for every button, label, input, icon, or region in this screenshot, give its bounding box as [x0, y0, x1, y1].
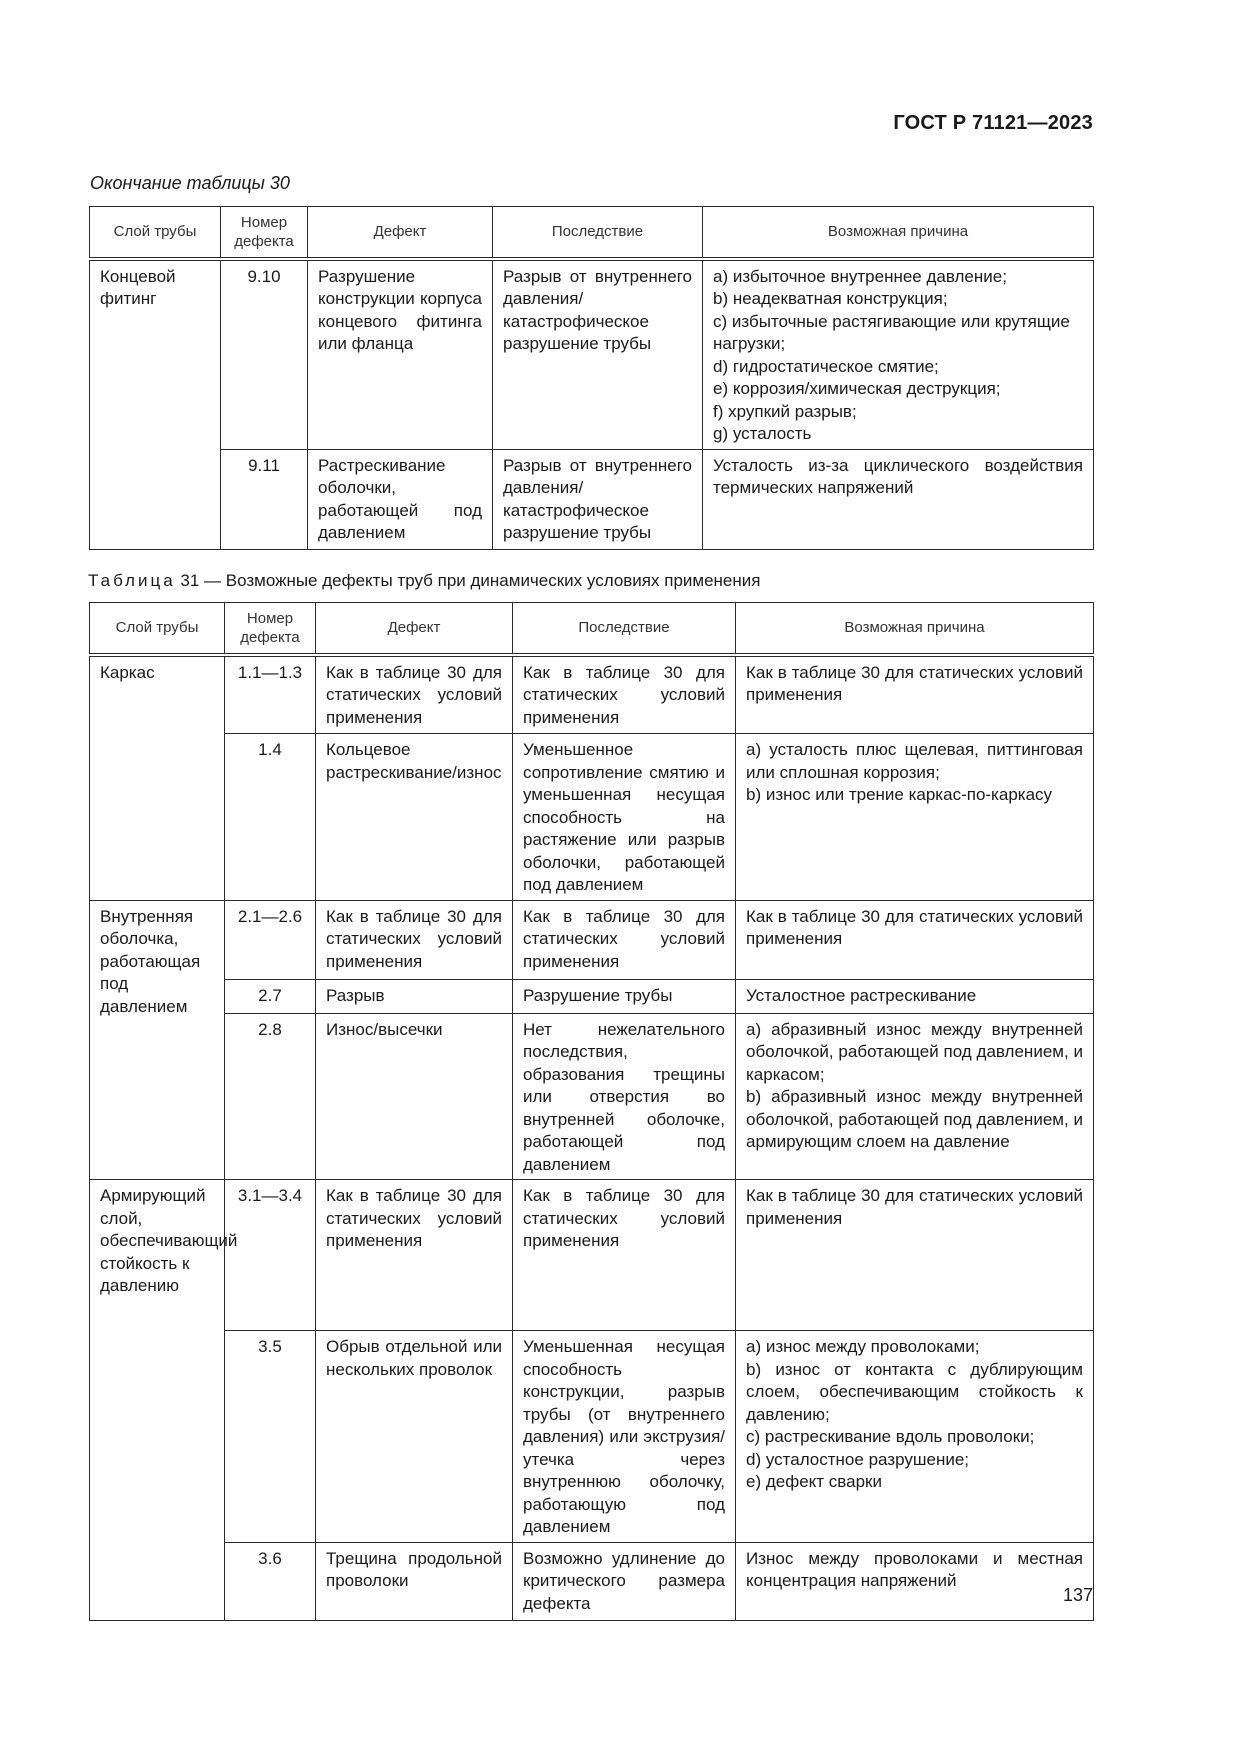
consequence-cell: Как в таблице 30 для статических условий применения	[513, 655, 736, 734]
cause-cell	[736, 734, 1094, 901]
col-header-cause: Возможная причина	[703, 207, 1094, 259]
defect-cell: Разрыв	[316, 979, 513, 1013]
cause-line: b) износ от контакта с дублирующим слоем, обеспечивающим стойкость к давлению;	[746, 1359, 1083, 1424]
table31-caption	[88, 571, 760, 591]
consequence-cell: Возможно удлинение до критического размера дефекта	[513, 1542, 736, 1620]
cause-line: d) гидростатическое смятие;	[713, 356, 939, 376]
table-row	[90, 1542, 1094, 1620]
cause-line: a) износ между проволоками;	[746, 1337, 980, 1356]
cause-line: e) дефект сварки	[746, 1472, 882, 1491]
cause-cell	[703, 449, 1094, 549]
cause-line: c) растрескивание вдоль проволоки;	[746, 1427, 1035, 1446]
table-row	[90, 449, 1094, 549]
table-row	[90, 1180, 1094, 1331]
table-row	[90, 655, 1094, 734]
defect-cell: Как в таблице 30 для статических условий применения	[316, 655, 513, 734]
cause-line: a) избыточное внутреннее давление;	[713, 266, 1007, 286]
consequence-cell: Разрыв от внутреннего давления/катастрофическое разрушение трубы	[493, 449, 703, 549]
cause-line: b) неадекватная конструкция;	[713, 289, 948, 308]
cause-cell	[736, 979, 1094, 1013]
consequence-cell: Как в таблице 30 для статических условий применения	[513, 1180, 736, 1331]
col-header-consequence: Последствие	[513, 603, 736, 655]
cause-cell	[703, 259, 1094, 450]
table-row	[90, 900, 1094, 979]
col-header-layer: Слой трубы	[90, 207, 221, 259]
cause-line: d) усталостное разрушение;	[746, 1449, 970, 1469]
defect-cell: Обрыв отдельной или нескольких проволок	[316, 1331, 513, 1543]
defect-number: 2.1—2.6	[225, 900, 316, 979]
cause-cell	[736, 1331, 1094, 1543]
table31-header-row	[90, 603, 1094, 655]
cause-cell	[736, 1013, 1094, 1180]
defect-cell: Кольцевое растрескивание/износ	[316, 734, 513, 901]
cause-line: Как в таблице 30 для статических условий применения	[746, 662, 1083, 704]
col-header-defect: Дефект	[316, 603, 513, 655]
col-header-layer: Слой трубы	[90, 603, 225, 655]
table-row	[90, 259, 1094, 450]
defect-cell: Растрескивание оболочки, работающей под давлением	[308, 449, 493, 549]
col-header-number: Номер дефекта	[225, 603, 316, 655]
col-header-defect: Дефект	[308, 207, 493, 259]
table31-caption-label: Таблица	[88, 571, 176, 590]
col-header-cause: Возможная причина	[736, 603, 1094, 655]
cause-line: b) абразивный износ между внутренней оболочкой, работающей под давлением, и армирующим слоем на давление	[746, 1087, 1083, 1151]
cause-line: Усталость из-за циклического воздействия термических напряжений	[713, 455, 1083, 497]
cause-line: g) усталость	[713, 424, 812, 443]
layer-cell: Каркас	[90, 655, 225, 901]
col-header-consequence: Последствие	[493, 207, 703, 259]
table31-caption-text: 31 — Возможные дефекты труб при динамических условиях применения	[175, 571, 761, 590]
layer-cell: Внутренняя оболочка, работающая под давлением	[90, 900, 225, 1180]
cause-cell	[736, 655, 1094, 734]
cause-cell	[736, 900, 1094, 979]
defect-number: 3.6	[225, 1542, 316, 1620]
defect-number: 1.1—1.3	[225, 655, 316, 734]
cause-line: Как в таблице 30 для статических условий применения	[746, 906, 1083, 948]
defect-number: 1.4	[225, 734, 316, 901]
table30-header-row	[90, 207, 1094, 259]
standard-id: ГОСТ Р 71121—2023	[893, 112, 1093, 134]
cause-line: a) абразивный износ между внутренней оболочкой, работающей под давлением, и каркасом;	[746, 1019, 1083, 1084]
defect-number: 9.11	[221, 449, 308, 549]
layer-cell: Армирующий слой, обеспечивающий стойкость к давлению	[90, 1180, 225, 1621]
cause-cell	[736, 1542, 1094, 1620]
defect-number: 3.1—3.4	[225, 1180, 316, 1331]
cause-line: c) избыточные растягивающие или крутящие нагрузки;	[713, 311, 1070, 353]
table-31	[89, 602, 1094, 1621]
defect-number: 3.5	[225, 1331, 316, 1543]
defect-cell: Разрушение конструкции корпуса концевого фитинга или фланца	[308, 259, 493, 450]
table-row	[90, 1331, 1094, 1543]
table30-caption: Окончание таблицы 30	[90, 173, 290, 193]
consequence-cell: Уменьшенная несущая способность конструкции, разрыв трубы (от внутреннего давления) или экструзия/утечка через внутреннюю оболочку, работающую под давлением	[513, 1331, 736, 1543]
cause-line: Износ между проволоками и местная концентрация напряжений	[746, 1548, 1083, 1590]
cause-line: f) хрупкий разрыв;	[713, 401, 857, 421]
cause-line: Как в таблице 30 для статических условий применения	[746, 1186, 1083, 1228]
page-number: 137	[1062, 1585, 1093, 1605]
consequence-cell: Разрушение трубы	[513, 979, 736, 1013]
defect-number: 2.7	[225, 979, 316, 1013]
defect-cell: Трещина продольной проволоки	[316, 1542, 513, 1620]
defect-cell: Как в таблице 30 для статических условий применения	[316, 900, 513, 979]
table-row	[90, 979, 1094, 1013]
table-30	[89, 206, 1094, 550]
col-header-number: Номер дефекта	[221, 207, 308, 259]
cause-line: a) усталость плюс щелевая, питтинговая или сплошная коррозия;	[746, 740, 1083, 782]
defect-cell: Износ/высечки	[316, 1013, 513, 1180]
table-row	[90, 1013, 1094, 1180]
defect-number: 2.8	[225, 1013, 316, 1180]
consequence-cell: Как в таблице 30 для статических условий применения	[513, 900, 736, 979]
consequence-cell: Нет нежелательного последствия, образования трещины или отверстия во внутренней оболочке, работающей под давлением	[513, 1013, 736, 1180]
cause-line: b) износ или трение каркас-по-каркасу	[746, 785, 1053, 804]
consequence-cell: Разрыв от внутреннего давления/катастрофическое разрушение трубы	[493, 259, 703, 450]
cause-line: e) коррозия/химическая деструкция;	[713, 379, 1001, 398]
layer-cell: Концевой фитинг	[90, 259, 221, 550]
cause-line: Усталостное растрескивание	[746, 985, 977, 1005]
defect-cell: Как в таблице 30 для статических условий применения	[316, 1180, 513, 1331]
consequence-cell: Уменьшенное сопротивление смятию и уменьшенная несущая способность на растяжение или разрыв оболочки, работающей под давлением	[513, 734, 736, 901]
cause-cell	[736, 1180, 1094, 1331]
table-row	[90, 734, 1094, 901]
defect-number: 9.10	[221, 259, 308, 450]
